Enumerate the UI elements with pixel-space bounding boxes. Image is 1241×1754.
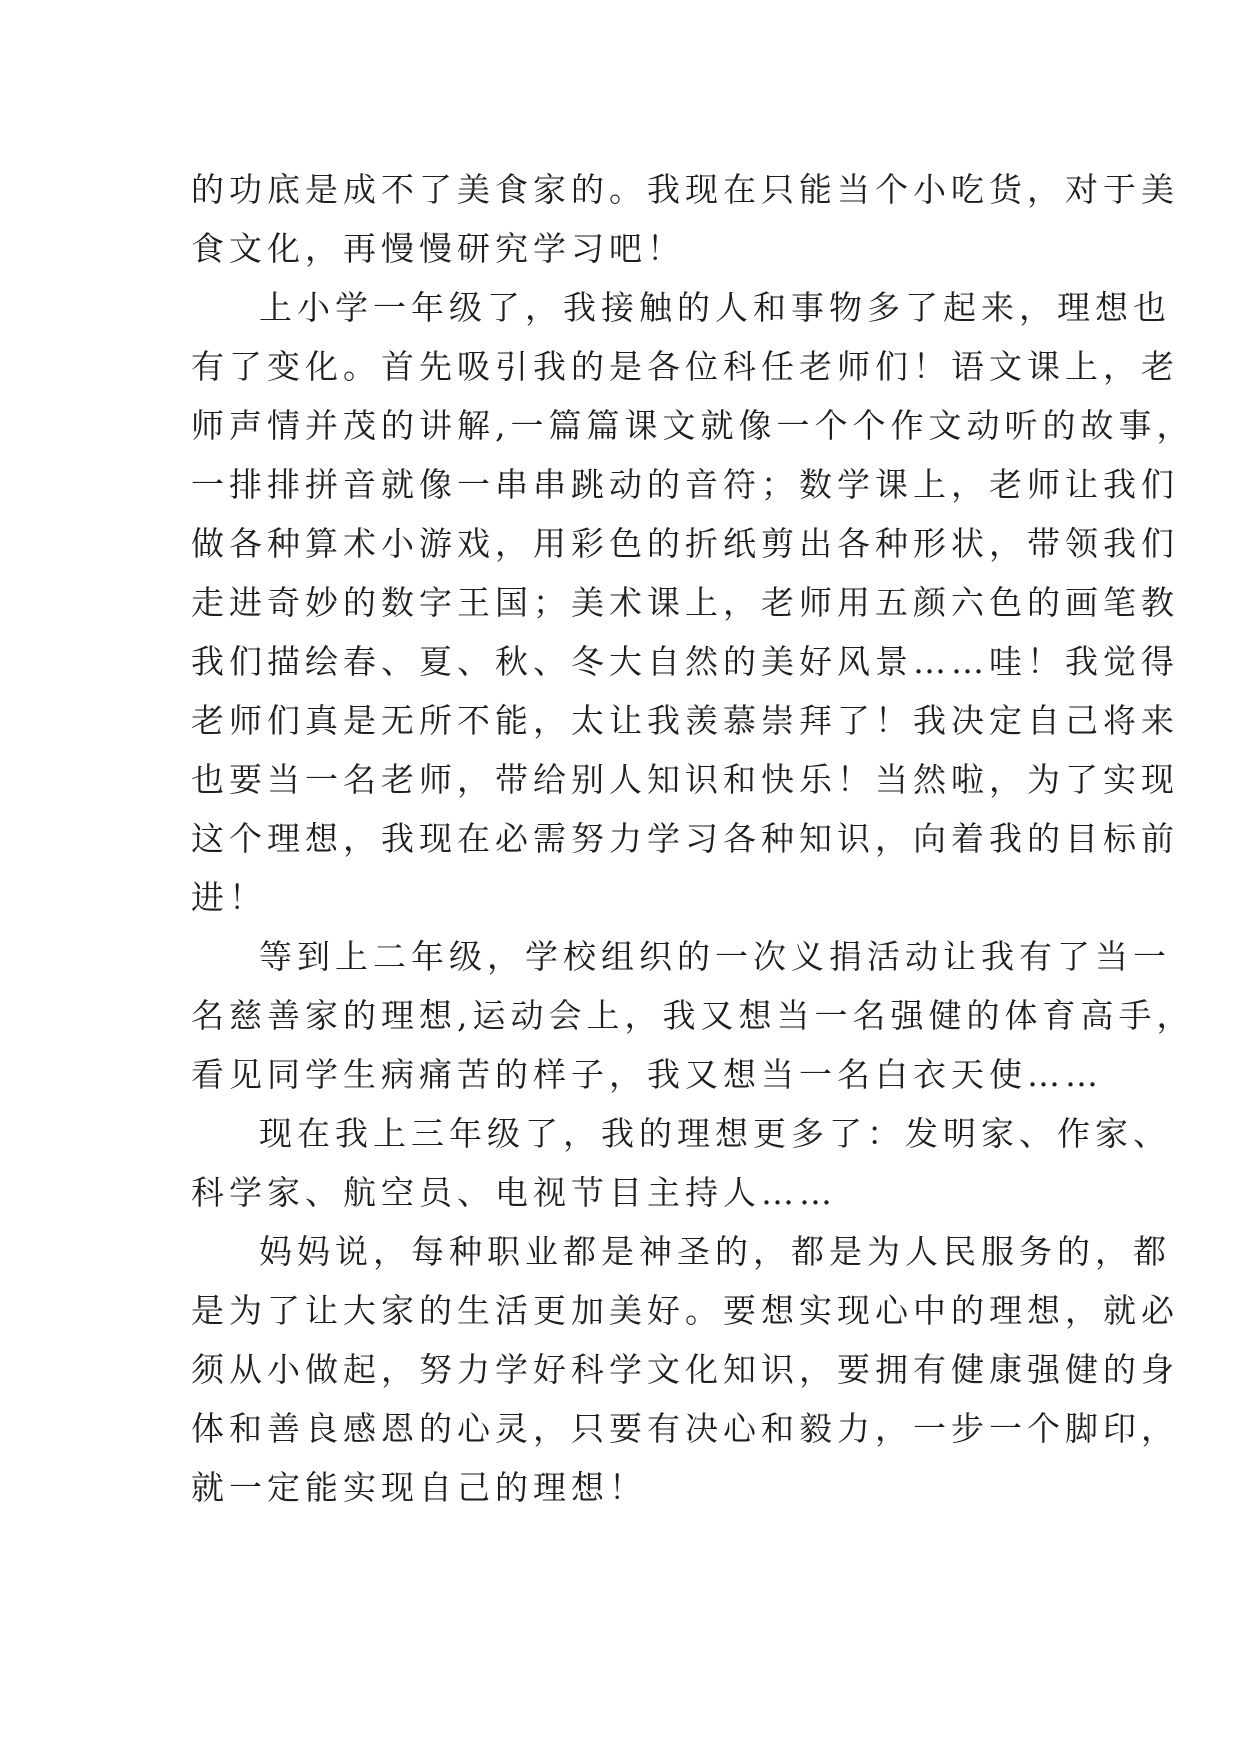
text-line: 体和善良感恩的心灵，只要有决心和毅力，一步一个脚印， — [191, 1409, 1179, 1448]
paragraph-5 — [191, 1222, 1179, 1517]
text-line: 食文化，再慢慢研究学习吧！ — [191, 229, 685, 268]
text-line: 我们描绘春、夏、秋、冬大自然的美好风景……哇！我觉得 — [191, 642, 1179, 681]
text-line: 名慈善家的理想,运动会上，我又想当一名强健的体育高手， — [191, 996, 1195, 1035]
text-line: 科学家、航空员、电视节目主持人…… — [191, 1173, 837, 1212]
text-line: 上小学一年级了，我接触的人和事物多了起来，理想也 — [259, 288, 1171, 327]
text-line: 进！ — [191, 878, 267, 917]
text-line: 就一定能实现自己的理想！ — [191, 1468, 647, 1507]
paragraph-2 — [191, 278, 1195, 927]
text-line: 走进奇妙的数字王国；美术课上，老师用五颜六色的画笔教 — [191, 583, 1179, 622]
text-line: 是为了让大家的生活更加美好。要想实现心中的理想，就必 — [191, 1291, 1179, 1330]
text-line: 须从小做起，努力学好科学文化知识，要拥有健康强健的身 — [191, 1350, 1179, 1389]
body-text — [191, 160, 1195, 1517]
text-line: 的功底是成不了美食家的。我现在只能当个小吃货，对于美 — [191, 170, 1179, 209]
text-line: 一排排拼音就像一串串跳动的音符；数学课上，老师让我们 — [191, 465, 1179, 504]
text-line: 师声情并茂的讲解,一篇篇课文就像一个个作文动听的故事， — [191, 406, 1195, 445]
text-line: 现在我上三年级了，我的理想更多了：发明家、作家、 — [259, 1114, 1171, 1153]
text-line: 妈妈说，每种职业都是神圣的，都是为人民服务的，都 — [259, 1232, 1171, 1271]
paragraph-4 — [191, 1104, 1171, 1222]
text-line: 等到上二年级，学校组织的一次义捐活动让我有了当一 — [259, 937, 1171, 976]
paragraph-1 — [191, 160, 1179, 278]
text-line: 有了变化。首先吸引我的是各位科任老师们！语文课上，老 — [191, 347, 1179, 386]
text-line: 这个理想，我现在必需努力学习各种知识，向着我的目标前 — [191, 819, 1179, 858]
text-line: 老师们真是无所不能，太让我羡慕崇拜了！我决定自己将来 — [191, 701, 1179, 740]
text-line: 做各种算术小游戏，用彩色的折纸剪出各种形状，带领我们 — [191, 524, 1179, 563]
paragraph-3 — [191, 927, 1195, 1104]
text-line: 也要当一名老师，带给别人知识和快乐！当然啦，为了实现 — [191, 760, 1179, 799]
text-line: 看见同学生病痛苦的样子，我又想当一名白衣天使…… — [191, 1055, 1103, 1094]
